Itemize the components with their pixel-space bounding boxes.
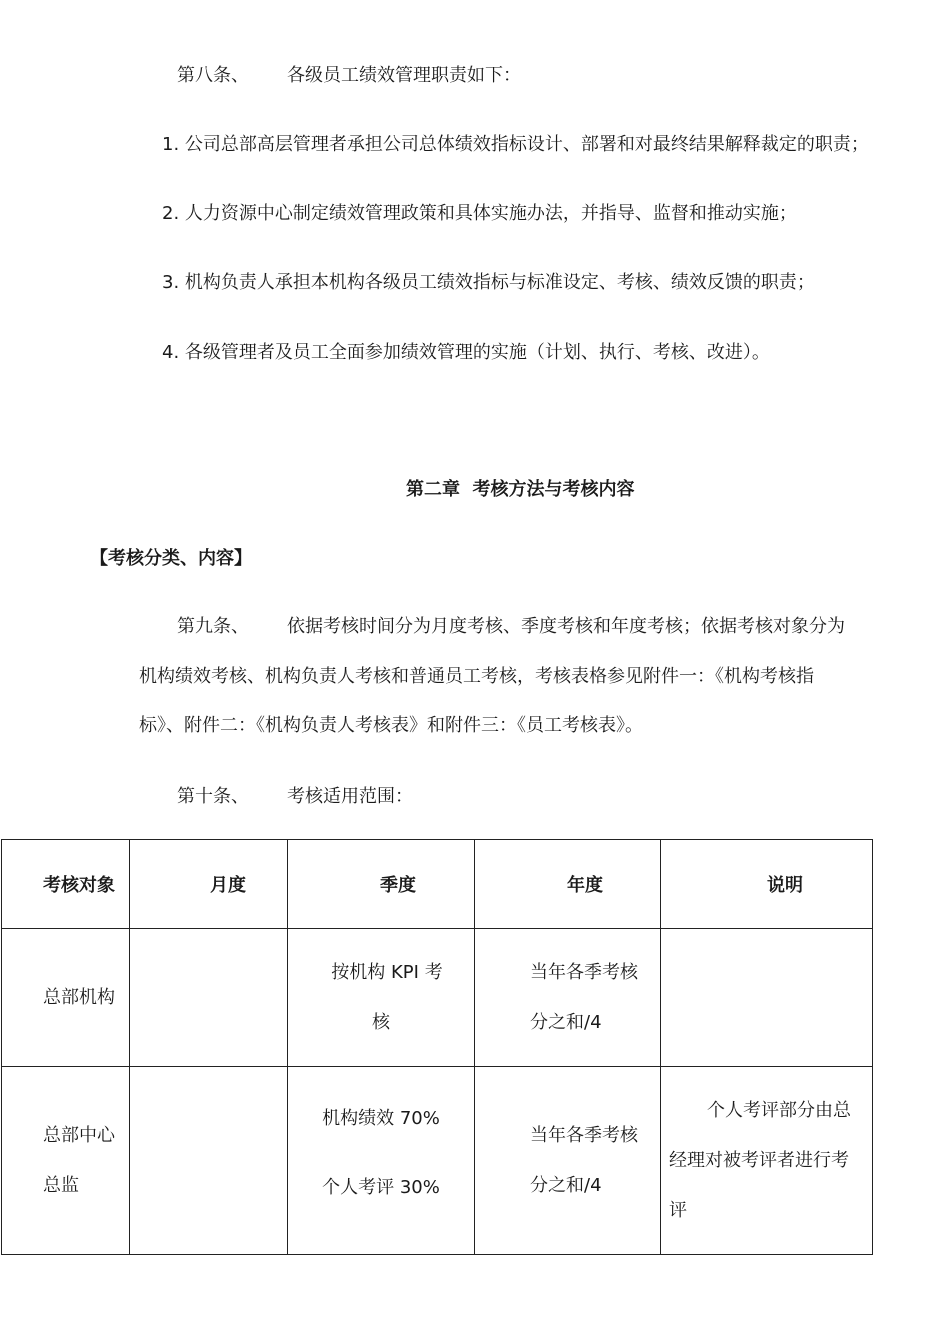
- article-9-number: 第九条、: [177, 616, 249, 637]
- section-heading: 【考核分类、内容】: [90, 548, 252, 569]
- chapter-title: 第二章 考核方法与考核内容: [406, 479, 635, 500]
- cell-annual: 当年各季考核 分之和/4: [475, 1067, 661, 1255]
- article-9-line-2: 机构绩效考核、机构负责人考核和普通员工考核，考核表格参见附件一：《机构考核指: [139, 666, 814, 687]
- table-row: [2, 929, 873, 1067]
- responsibility-item: 2. 人力资源中心制定绩效管理政策和具体实施办法，并指导、监督和推动实施；: [162, 203, 797, 224]
- header-quarterly: 季度: [288, 840, 475, 929]
- article-8-line: [177, 63, 521, 89]
- cell-object: 总部机构: [2, 929, 130, 1067]
- header-annual: 年度: [475, 840, 661, 929]
- cell-quarterly: 机构绩效 70% 个人考评 30%: [288, 1067, 475, 1255]
- article-10-number: 第十条、: [177, 786, 249, 807]
- cell-quarterly: 按机构 KPI 考 核: [288, 929, 475, 1067]
- responsibility-item: 3. 机构负责人承担本机构各级员工绩效指标与标准设定、考核、绩效反馈的职责；: [162, 272, 815, 293]
- article-8-number: 第八条、: [177, 65, 249, 86]
- cell-annual: 当年各季考核 分之和/4: [475, 929, 661, 1067]
- article-9-line-1: [177, 614, 845, 640]
- table-header-row: [2, 840, 873, 929]
- cell-note: 个人考评部分由总 经理对被考评者进行考 评: [661, 1067, 873, 1255]
- article-9-text-1: 依据考核时间分为月度考核、季度考核和年度考核；依据考核对象分为: [287, 616, 845, 637]
- cell-monthly: [130, 929, 288, 1067]
- scope-table: [1, 839, 873, 1255]
- cell-note: [661, 929, 873, 1067]
- article-9-line-3: 标》、附件二：《机构负责人考核表》和附件三：《员工考核表》。: [139, 715, 643, 736]
- responsibility-item: 1. 公司总部高层管理者承担公司总体绩效指标设计、部署和对最终结果解释裁定的职责；: [162, 134, 869, 155]
- article-8-text: 各级员工绩效管理职责如下：: [287, 65, 521, 86]
- header-monthly: 月度: [130, 840, 288, 929]
- cell-monthly: [130, 1067, 288, 1255]
- table-row: [2, 1067, 873, 1255]
- article-10-text: 考核适用范围：: [287, 786, 413, 807]
- article-10-line: [177, 784, 413, 810]
- header-note: 说明: [661, 840, 873, 929]
- header-object: 考核对象: [2, 840, 130, 929]
- cell-object: 总部中心 总监: [2, 1067, 130, 1255]
- responsibility-item: 4. 各级管理者及员工全面参加绩效管理的实施（计划、执行、考核、改进）。: [162, 342, 770, 363]
